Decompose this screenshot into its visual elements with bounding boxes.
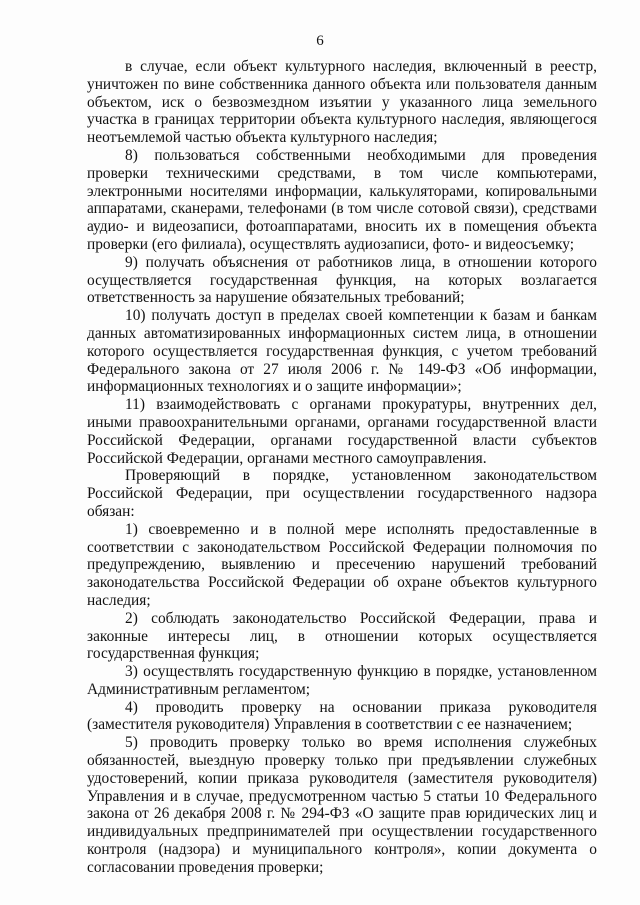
paragraph-obligation-1: 1) своевременно и в полной мере исполнять предоставленные в соответствии с законодательством Российской Федерации полномочия по предупреждению, выявлению и пресечению нарушений требований законодательства Российской Федерации об охране объектов культурного наследия; bbox=[87, 520, 597, 609]
paragraph-obligation-2: 2) соблюдать законодательство Российской Федерации, права и законные интересы лиц, в отношении которых осуществляется государственная функция; bbox=[87, 609, 597, 663]
paragraph-obligation-4: 4) проводить проверку на основании приказа руководителя (заместителя руководителя) Управления в соответствии с ее назначением; bbox=[87, 698, 597, 734]
paragraph-inspector-obligations: Проверяющий в порядке, установленном законодательством Российской Федерации, при осуществлении государственного надзора обязан: bbox=[87, 467, 597, 520]
paragraph-item-10: 10) получать доступ в пределах своей компетенции к базам и банкам данных автоматизированных информационных систем лица, в отношении которого осуществляется государственная функция, с учетом требований Федерального закона от 27 июля 2006 г. № 149-ФЗ «Об информации, информационных технологиях и о защите информации»; bbox=[87, 307, 597, 396]
paragraph-obligation-3: 3) осуществлять государственную функцию в порядке, установленном Административным регламентом; bbox=[87, 663, 597, 698]
paragraph-item-8: 8) пользоваться собственными необходимыми для проведения проверки техническими средствами, в том числе компьютерами, электронными носителями информации, калькуляторами, копировальными аппаратами, сканерами, телефонами (в том числе сотовой связи), средствами аудио- и видеозаписи, фотоаппаратами, вносить их в помещения объекта проверки (его филиала), осуществлять аудиозаписи, фото- и видеосъемку; bbox=[87, 146, 597, 253]
page-number: 6 bbox=[316, 33, 324, 49]
paragraph-item-9: 9) получать объяснения от работников лица, в отношении которого осуществляется государственная функция, на которых возлагается ответственность за нарушение обязательных требований; bbox=[87, 253, 597, 307]
paragraph-cultural-heritage-claim: в случае, если объект культурного наследия, включенный в реестр, уничтожен по вине собственника данного объекта или пользователя данным объектом, иск о безвозмездном изъятии у указанного лица земельного участка в границах территории объекта культурного наследия, являющегося неотъемлемой частью объекта культурного наследия; bbox=[87, 58, 597, 147]
paragraph-obligation-5: 5) проводить проверку только во время исполнения служебных обязанностей, выездную проверку только при предъявлении служебных удостоверений, копии приказа руководителя (заместителя руководителя) Управления и в случае, предусмотренном частью 5 статьи 10 Федерального закона от 26 декабря 2008 г. № 294-ФЗ «О защите прав юридических лиц и индивидуальных предпринимателей при осуществлении государственного контроля (надзора) и муниципального контроля», копии документа о согласовании проведения проверки; bbox=[87, 734, 597, 876]
paragraph-item-11: 11) взаимодействовать с органами прокуратуры, внутренних дел, иными правоохранительными органами, органами государственной власти Российской Федерации, органами государственной власти субъектов Российской Федерации, органами местного самоуправления. bbox=[87, 396, 597, 467]
document-body bbox=[87, 58, 597, 877]
